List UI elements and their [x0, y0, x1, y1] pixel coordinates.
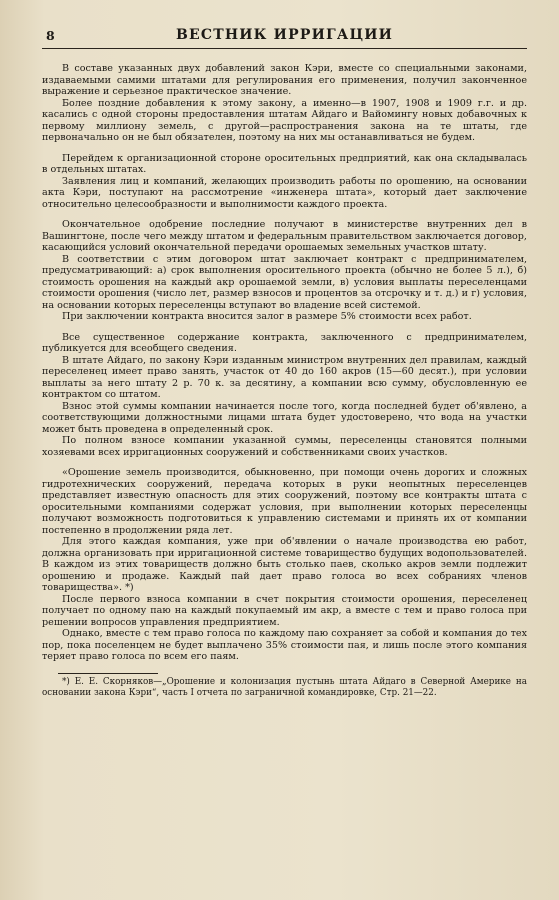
page-number: 8 — [46, 28, 55, 43]
footnote: *) Е. Е. Скорняков—„Орошение и колонизация пустынь штата Айдаго в Северной Америке на основании закона Кэри“, часть I отчета по заграничной командировке, Стр. 21—22. — [42, 676, 527, 698]
paragraph: Окончательное одобрение последние получают в министерстве внутренних дел в Вашингтоне, после чего между штатом и федеральным правительством заключается договор, касающийся условий окончательной передачи орошаемых земельных участков штату. — [42, 219, 527, 253]
paragraph: Для этого каждая компания, уже при об'явлении о начале производства ею работ, должна организовать при ирригационной системе товарищество будущих водопользователей. В каждом из этих товариществ должно быть столько паев, сколько акров земли подлежит орошению и продаже. Каждый пай дает право голоса во всех собраниях членов товарищества». *) — [42, 536, 527, 593]
paragraph: Все существенное содержание контракта, заключенного с предпринимателем, публикуется для всеобщего сведения. — [42, 331, 527, 354]
article-body — [42, 63, 527, 663]
paragraph: При заключении контракта вносится залог в размере 5% стоимости всех работ. — [62, 311, 472, 322]
paragraph: Перейдем к организационной стороне оросительных предприятий, как она складывалась в отдельных штатах. — [42, 152, 527, 175]
paragraph: После первого взноса компании в счет покрытия стоимости орошения, переселенец получает по одному паю на каждый покупаемый им акр, а вместе с тем и право голоса при решении вопросов управления предприятием. — [42, 593, 527, 628]
paragraph: Заявления лиц и компаний, желающих производить работы по орошению, на основании акта Кэри, поступают на рассмотрение «инженера штата», который дает заключение относительно целесообразности и выполнимости каждого проекта. — [42, 175, 527, 210]
paragraph: В составе указанных двух добавлений закон Кэри, вместе со специальными законами, издаваемыми самими штатами для регулирования его применения, получил законченное выражение и серьезное практическое значение. — [42, 63, 527, 97]
journal-title: ВЕСТНИК ИРРИГАЦИИ — [175, 27, 394, 43]
paragraph: В штате Айдаго, по закону Кэри изданным министром внутренних дел правилам, каждый переселенец имеет право занять, участок от 40 до 160 акров (15—60 десят.), при условии выплаты за него штату 2 р. 70 к. за десятину, а компании всю сумму, обусловленную ее контрактом со штатом. — [42, 354, 527, 400]
paragraph: «Орошение земель производится, обыкновенно, при помощи очень дорогих и сложных гидротехнических сооружений, передача которых в руки неопытных переселенцев представляет известную опасность для этих сооружений, поэтому все контракты штата с оросительными компаниями содержат условия, при выполнении которых переселенцы получают возможность подготовиться к управлению системами и принять их от компании постепенно в продолжении ряда лет. — [42, 467, 527, 536]
footnote-divider — [58, 673, 158, 674]
paragraph: По полном взносе компании указанной суммы, переселенцы становятся полными хозяевами всех ирригационных сооружений и собственниками своих участков. — [42, 435, 527, 458]
paragraph: Взнос этой суммы компании начинается после того, когда последней будет об'явлено, а соответствующими должностными лицами штата будет удостоверено, что вода на участки может быть проведена в определенный срок. — [42, 400, 527, 435]
page-header — [42, 26, 527, 49]
paragraph: Однако, вместе с тем право голоса по каждому паю сохраняет за собой и компания до тех пор, пока поселенцем не будет выплачено 35% стоимости пая, и лишь после этого компания теряет право голоса по всем его паям. — [42, 628, 527, 662]
paragraph: Более поздние добавления к этому закону, а именно—в 1907, 1908 и 1909 г.г. и др. касались с одной стороны предоставления штатам Айдаго и Вайомингу новых добавочных к первому миллиону земель, с другой—распространения закона на те штаты, где первоначально он не был обязателен, поэтому на них мы останавливаться не будем. — [42, 97, 527, 143]
paragraph: В соответствии с этим договором штат заключает контракт с предпринимателем, предусматривающий: а) срок выполнения оросительного проекта (обычно не более 5 л.), б) стоимость орошения на каждый акр орошаемой земли, в) условия выплаты переселенцами стоимости орошения (число лет, размер взносов и процентов за отсрочку и т. д.) и г) условия, на основании которых переселенцы вступают во владение всей системой. — [42, 253, 527, 311]
